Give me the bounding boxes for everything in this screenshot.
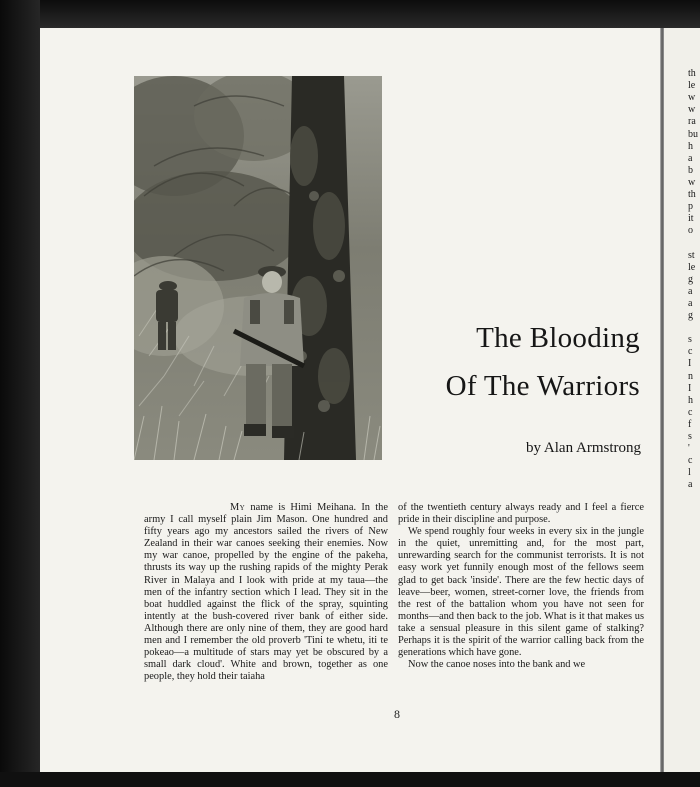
- jungle-soldiers-photo: [134, 76, 382, 460]
- body-column-right: [398, 502, 644, 671]
- facing-page-fragment: g: [688, 273, 693, 285]
- scan-border-left: [0, 0, 40, 787]
- facing-page-fragment: a: [688, 285, 693, 297]
- facing-page-fragment: th: [688, 68, 696, 79]
- facing-page-fragment: b: [688, 164, 693, 176]
- facing-page-fragment: n: [688, 370, 693, 382]
- article-title-line-2: Of The Warriors: [445, 370, 640, 402]
- article-byline: by Alan Armstrong: [526, 440, 641, 456]
- facing-page-fragment: l: [688, 467, 691, 479]
- scan-border-bottom: [0, 772, 700, 787]
- paragraph: Now the canoe noses into the bank and we: [408, 659, 586, 671]
- facing-page-fragment: w: [688, 176, 696, 188]
- paragraph: of the twentieth century always ready and I feel a fierce pride in their discipline and purpose.: [398, 502, 644, 526]
- facing-page-fragment: h: [688, 394, 693, 406]
- facing-page-fragment: I: [688, 358, 692, 370]
- opening-word: My: [230, 502, 246, 513]
- paragraph-text: name is Himi Meihana. In the army I call myself plain Jim Mason. One hundred and fifty years ago my ancestors sailed the rivers of New Zealand in their war canoes seeking their enemies. Now my war canoe, propelled by the engine of the pakeha, thrusts its way up the rushing rapids of the mighty Perak River in Malaya and I look with pride at my taua—the men of the infantry section which I lead. They sit in the boat huddled against the flick of the spray, squinting intently at the bush-covered river bank of either side. Although there are only nine of them, they are good hard men and I remember the old proverb 'Tini te whetu, iti te pokeao—a multitude of stars may yet be obscured by a small dark cloud'. White and brown, together as one people, they hold their taiaha: [144, 502, 388, 683]
- facing-page-fragment: bu: [688, 128, 698, 140]
- facing-page-fragment: ': [688, 443, 690, 455]
- facing-page-fragment: c: [688, 406, 693, 418]
- paragraph: We spend roughly four weeks in every six in the jungle in the quiet, unremitting and, for the most part, unrewarding search for the communist terrorists. It is not easy work yet funnily enough most of the fellows seem glad to get back 'inside'. There are the few hectic days of leave—beer, women, street-corner love, the friends from the rest of the battalion whom you have not seen for months—and then back to the job. What is it that makes us take a sensual pleasure in this silent game of stalking? Perhaps it is the spirit of the warrior calling back from the generations which have gone.: [398, 526, 644, 659]
- facing-page-fragment: w: [688, 104, 696, 116]
- facing-page-fragment: s: [688, 334, 692, 346]
- paragraph: [144, 502, 388, 683]
- scan-border-top: [0, 0, 700, 28]
- article-title-line-1: The Blooding: [476, 322, 640, 354]
- facing-page-fragment: ra: [688, 116, 696, 128]
- facing-page-fragment: f: [688, 418, 692, 430]
- facing-page-fragment: it: [688, 213, 694, 225]
- facing-page-fragment: a: [688, 297, 693, 309]
- facing-page-fragment: c: [688, 346, 693, 358]
- facing-page-fragment: s: [688, 431, 692, 442]
- facing-page-fragment: st: [688, 249, 695, 261]
- facing-page-fragment: th: [688, 189, 696, 200]
- facing-page-fragment: I: [688, 382, 692, 394]
- facing-page-fragment: o: [688, 225, 693, 237]
- facing-page-fragment: p: [688, 201, 693, 213]
- facing-page-fragment: le: [688, 80, 696, 92]
- facing-page-fragment: le: [688, 261, 696, 273]
- page-number: 8: [394, 707, 400, 721]
- body-column-left: [144, 502, 388, 683]
- facing-page-fragment: g: [688, 310, 693, 321]
- facing-page-fragment: w: [688, 92, 696, 104]
- facing-page-fragment: a: [688, 479, 693, 491]
- facing-page-fragment: h: [688, 140, 693, 152]
- facing-page-fragment: a: [688, 152, 693, 164]
- facing-page-fragment: c: [688, 455, 693, 467]
